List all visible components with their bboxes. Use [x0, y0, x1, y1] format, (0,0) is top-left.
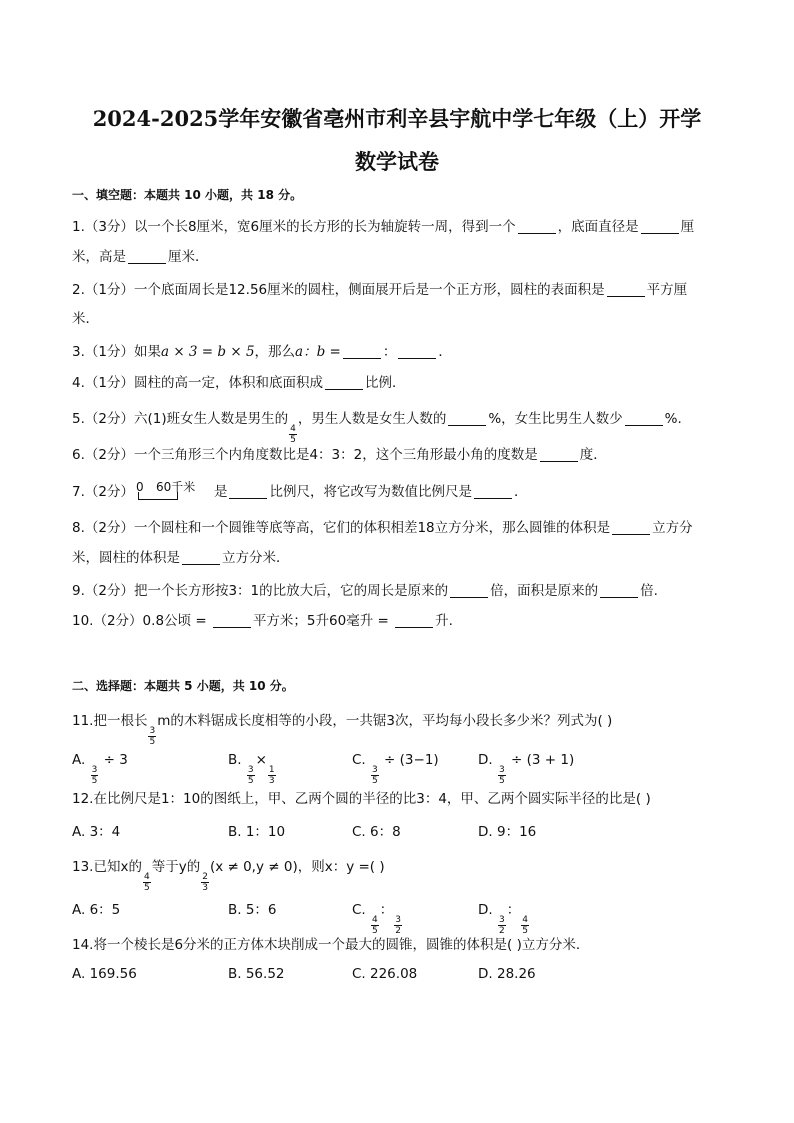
question-7	[72, 478, 722, 505]
q13-text: 13.已知x的	[72, 859, 142, 875]
opt-letter: C.	[352, 752, 366, 768]
den: 5	[372, 776, 378, 786]
q13-option-c[interactable]	[352, 898, 403, 936]
q5-blank-1[interactable]	[448, 411, 486, 426]
section-heading-fill: 一、填空题：本题共 10 小题，共 18 分。	[72, 188, 303, 202]
section-heading-choice: 二、选择题：本题共 5 小题，共 10 分。	[72, 679, 294, 693]
opt-op: ×	[255, 752, 267, 768]
q8-text-3: 米，圆柱的体积是	[72, 550, 180, 566]
q11-text-2: m的木料锯成长度相等的小段，一共锯3次，平均每小段长多少米？列式为( )	[157, 713, 613, 729]
num: 3	[395, 915, 401, 925]
q12-option-b[interactable]: B. 1：10	[228, 824, 286, 840]
q1-text-2: ，底面直径是	[557, 219, 639, 235]
opt-letter: A.	[72, 752, 86, 768]
num: 3	[498, 915, 505, 925]
q4-text: 4.（1分）圆柱的高一定，体积和底面积成	[72, 375, 323, 391]
q14-option-b[interactable]: B. 56.52	[228, 966, 285, 982]
q13-text-2: 等于y的	[151, 859, 201, 875]
page-title-line2: 数学试卷	[355, 149, 439, 174]
question-12	[72, 786, 722, 812]
q11-option-c[interactable]	[352, 752, 439, 786]
q1-blank-2[interactable]	[641, 219, 679, 234]
question-10	[72, 608, 722, 634]
q5-num: 4	[290, 424, 296, 434]
q2-text: 2.（1分）一个底面周长是12.56厘米的圆柱，侧面展开后是一个正方形，圆柱的表面积是	[72, 282, 605, 298]
q7-text-3: 比例尺，将它改写为数值比例尺是	[269, 484, 472, 500]
opt-letter: B.	[228, 752, 242, 768]
q11-option-b[interactable]	[228, 752, 277, 786]
opt-expr: ÷ 3	[103, 752, 128, 768]
opt-expr: ÷ (3 + 1)	[511, 752, 575, 768]
q5-blank-2[interactable]	[625, 411, 663, 426]
q9-blank-2[interactable]	[600, 583, 638, 598]
opt-letter: D.	[478, 752, 493, 768]
q6-text: 6.（2分）一个三角形三个内角度数比是4：3：2，这个三角形最小角的度数是	[72, 447, 538, 463]
q9-text-3: 倍.	[640, 583, 658, 599]
q14-text: 14.将一个棱长是6分米的正方体木块削成一个最大的圆锥，圆锥的体积是( )立方分米．	[72, 937, 590, 953]
den: 5	[522, 926, 528, 936]
opt-letter: C.	[352, 902, 366, 918]
q7-text-2: 是	[213, 484, 228, 500]
fraction	[268, 765, 276, 786]
question-2-cont	[72, 306, 722, 332]
q8-blank-2[interactable]	[182, 550, 220, 565]
q1-text: 1.（3分）以一个长8厘米，宽6厘米的长方形的长为轴旋转一周，得到一个	[72, 219, 516, 235]
q10-text: 10.（2分）0.8公顷 =	[72, 613, 207, 629]
q7-blank-1[interactable]	[229, 484, 267, 499]
q3-blank-2[interactable]	[398, 344, 436, 359]
question-1	[72, 214, 722, 240]
q1-blank-3[interactable]	[128, 249, 166, 264]
q10-text-3: 升.	[435, 613, 453, 629]
q3-ratio: a：b =	[295, 344, 341, 360]
question-2	[72, 277, 722, 303]
q9-text: 9.（2分）把一个长方形按3：1的比放大后，它的周长是原来的	[72, 583, 449, 599]
q5-text: 5.（2分）六(1)班女生人数是男生的	[72, 411, 289, 427]
num: 4	[143, 872, 150, 882]
question-5	[72, 406, 722, 445]
q9-text-2: 倍，面积是原来的	[490, 583, 599, 599]
q11-option-a[interactable]	[72, 752, 128, 786]
q3-text: 3.（1分）如果	[72, 344, 161, 360]
num: 4	[372, 915, 378, 925]
den: 3	[202, 883, 208, 893]
den: 5	[143, 883, 150, 893]
q2-text-2: 平方厘	[646, 282, 688, 298]
q11-den: 5	[149, 737, 156, 747]
question-6	[72, 442, 722, 468]
den: 5	[91, 776, 98, 786]
q4-blank[interactable]	[325, 375, 363, 390]
q5-text-3: %，女生比男生人数少	[488, 411, 623, 427]
q1-blank-1[interactable]	[518, 219, 556, 234]
question-9	[72, 578, 722, 604]
line-scale-ruler	[134, 478, 214, 504]
fraction	[498, 765, 506, 786]
question-14	[72, 932, 722, 958]
q1-text-5: 厘米．	[168, 249, 209, 265]
q8-text-2: 立方分	[652, 520, 693, 536]
q13-text-3: (x ≠ 0,y ≠ 0)，则x：y =( )	[209, 859, 385, 875]
q5-text-4: %.	[664, 411, 682, 427]
q3-blank-1[interactable]	[343, 344, 381, 359]
q8-text: 8.（2分）一个圆柱和一个圆锥等底等高，它们的体积相差18立方分米，那么圆锥的体积是	[72, 520, 611, 536]
q1-text-4: 米，高是	[72, 249, 126, 265]
q7-blank-2[interactable]	[474, 484, 512, 499]
q13-fraction-2	[201, 872, 209, 893]
q1-text-3: 厘	[680, 219, 695, 235]
den: 5	[372, 926, 378, 936]
q13-fraction-1	[143, 872, 151, 893]
question-11	[72, 708, 722, 747]
q12-option-d[interactable]: D. 9：16	[478, 824, 537, 840]
num: 1	[268, 765, 275, 775]
opt-letter: D.	[478, 902, 493, 918]
q5-text-2: ，男生人数是女生人数的	[297, 411, 447, 427]
q4-text-2: 比例．	[364, 375, 406, 391]
q5-den: 5	[290, 435, 296, 445]
den: 5	[247, 776, 254, 786]
fraction	[371, 765, 379, 786]
q7-text-4: ．	[513, 484, 528, 500]
question-3	[72, 339, 722, 365]
ruler-bar	[138, 492, 178, 500]
fraction	[91, 765, 99, 786]
q2-blank-1[interactable]	[607, 282, 645, 297]
q8-blank-1[interactable]	[612, 520, 650, 535]
q11-text: 11.把一根长	[72, 713, 148, 729]
q14-option-c[interactable]: C. 226.08	[352, 966, 418, 982]
q8-text-4: 立方分米．	[222, 550, 290, 566]
ruler-zero: 0	[135, 480, 144, 494]
q11-num: 3	[149, 726, 156, 736]
q13-option-a[interactable]: A. 6：5	[72, 902, 121, 918]
q11-fraction	[148, 726, 156, 747]
q11-option-d[interactable]	[478, 752, 574, 786]
q10-blank-1[interactable]	[213, 613, 251, 628]
q6-text-2: 度．	[579, 447, 607, 463]
question-13	[72, 854, 722, 893]
q2-text-3: 米．	[72, 311, 99, 327]
page-title-line1: 2024-2025学年安徽省亳州市利辛县宇航中学七年级（上）开学	[92, 106, 702, 131]
question-4	[72, 370, 722, 396]
q14-option-d[interactable]: D. 28.26	[478, 966, 536, 982]
q3-text-2: ，那么	[254, 344, 296, 360]
q3-colon: ：	[382, 344, 397, 360]
den: 2	[395, 926, 401, 936]
opt-expr: ÷ (3−1)	[384, 752, 439, 768]
q7-text: 7.（2分）	[72, 484, 134, 500]
num: 3	[247, 765, 254, 775]
q6-blank[interactable]	[540, 447, 578, 462]
colon: ：	[379, 902, 394, 918]
ruler-scale-label: 60千米	[155, 480, 196, 494]
den: 3	[268, 776, 275, 786]
colon: ：	[506, 902, 521, 918]
q14-option-a[interactable]: A. 169.56	[72, 966, 137, 982]
num: 4	[522, 915, 528, 925]
num: 3	[498, 765, 505, 775]
q13-option-d[interactable]	[478, 898, 530, 936]
q12-option-c[interactable]: C. 6：8	[352, 824, 401, 840]
q3-expression: a × 3 = b × 5	[160, 344, 255, 360]
q12-text: 12.在比例尺是1：10的图纸上，甲、乙两个圆的半径的比3：4，甲、乙两个圆实际半径的比是( )	[72, 791, 651, 807]
q13-option-b[interactable]: B. 5：6	[228, 902, 277, 918]
q3-end: ．	[438, 344, 452, 360]
den: 5	[498, 776, 505, 786]
num: 3	[372, 765, 378, 775]
question-8	[72, 515, 722, 541]
question-8-cont	[72, 545, 722, 571]
q9-blank-1[interactable]	[450, 583, 488, 598]
num: 2	[202, 872, 208, 882]
num: 3	[91, 765, 98, 775]
den: 2	[498, 926, 505, 936]
q10-blank-2[interactable]	[395, 613, 433, 628]
q10-text-2: 平方米；5升60毫升 =	[252, 613, 389, 629]
fraction	[247, 765, 255, 786]
question-1-cont	[72, 244, 722, 270]
q12-option-a[interactable]: A. 3：4	[72, 824, 121, 840]
